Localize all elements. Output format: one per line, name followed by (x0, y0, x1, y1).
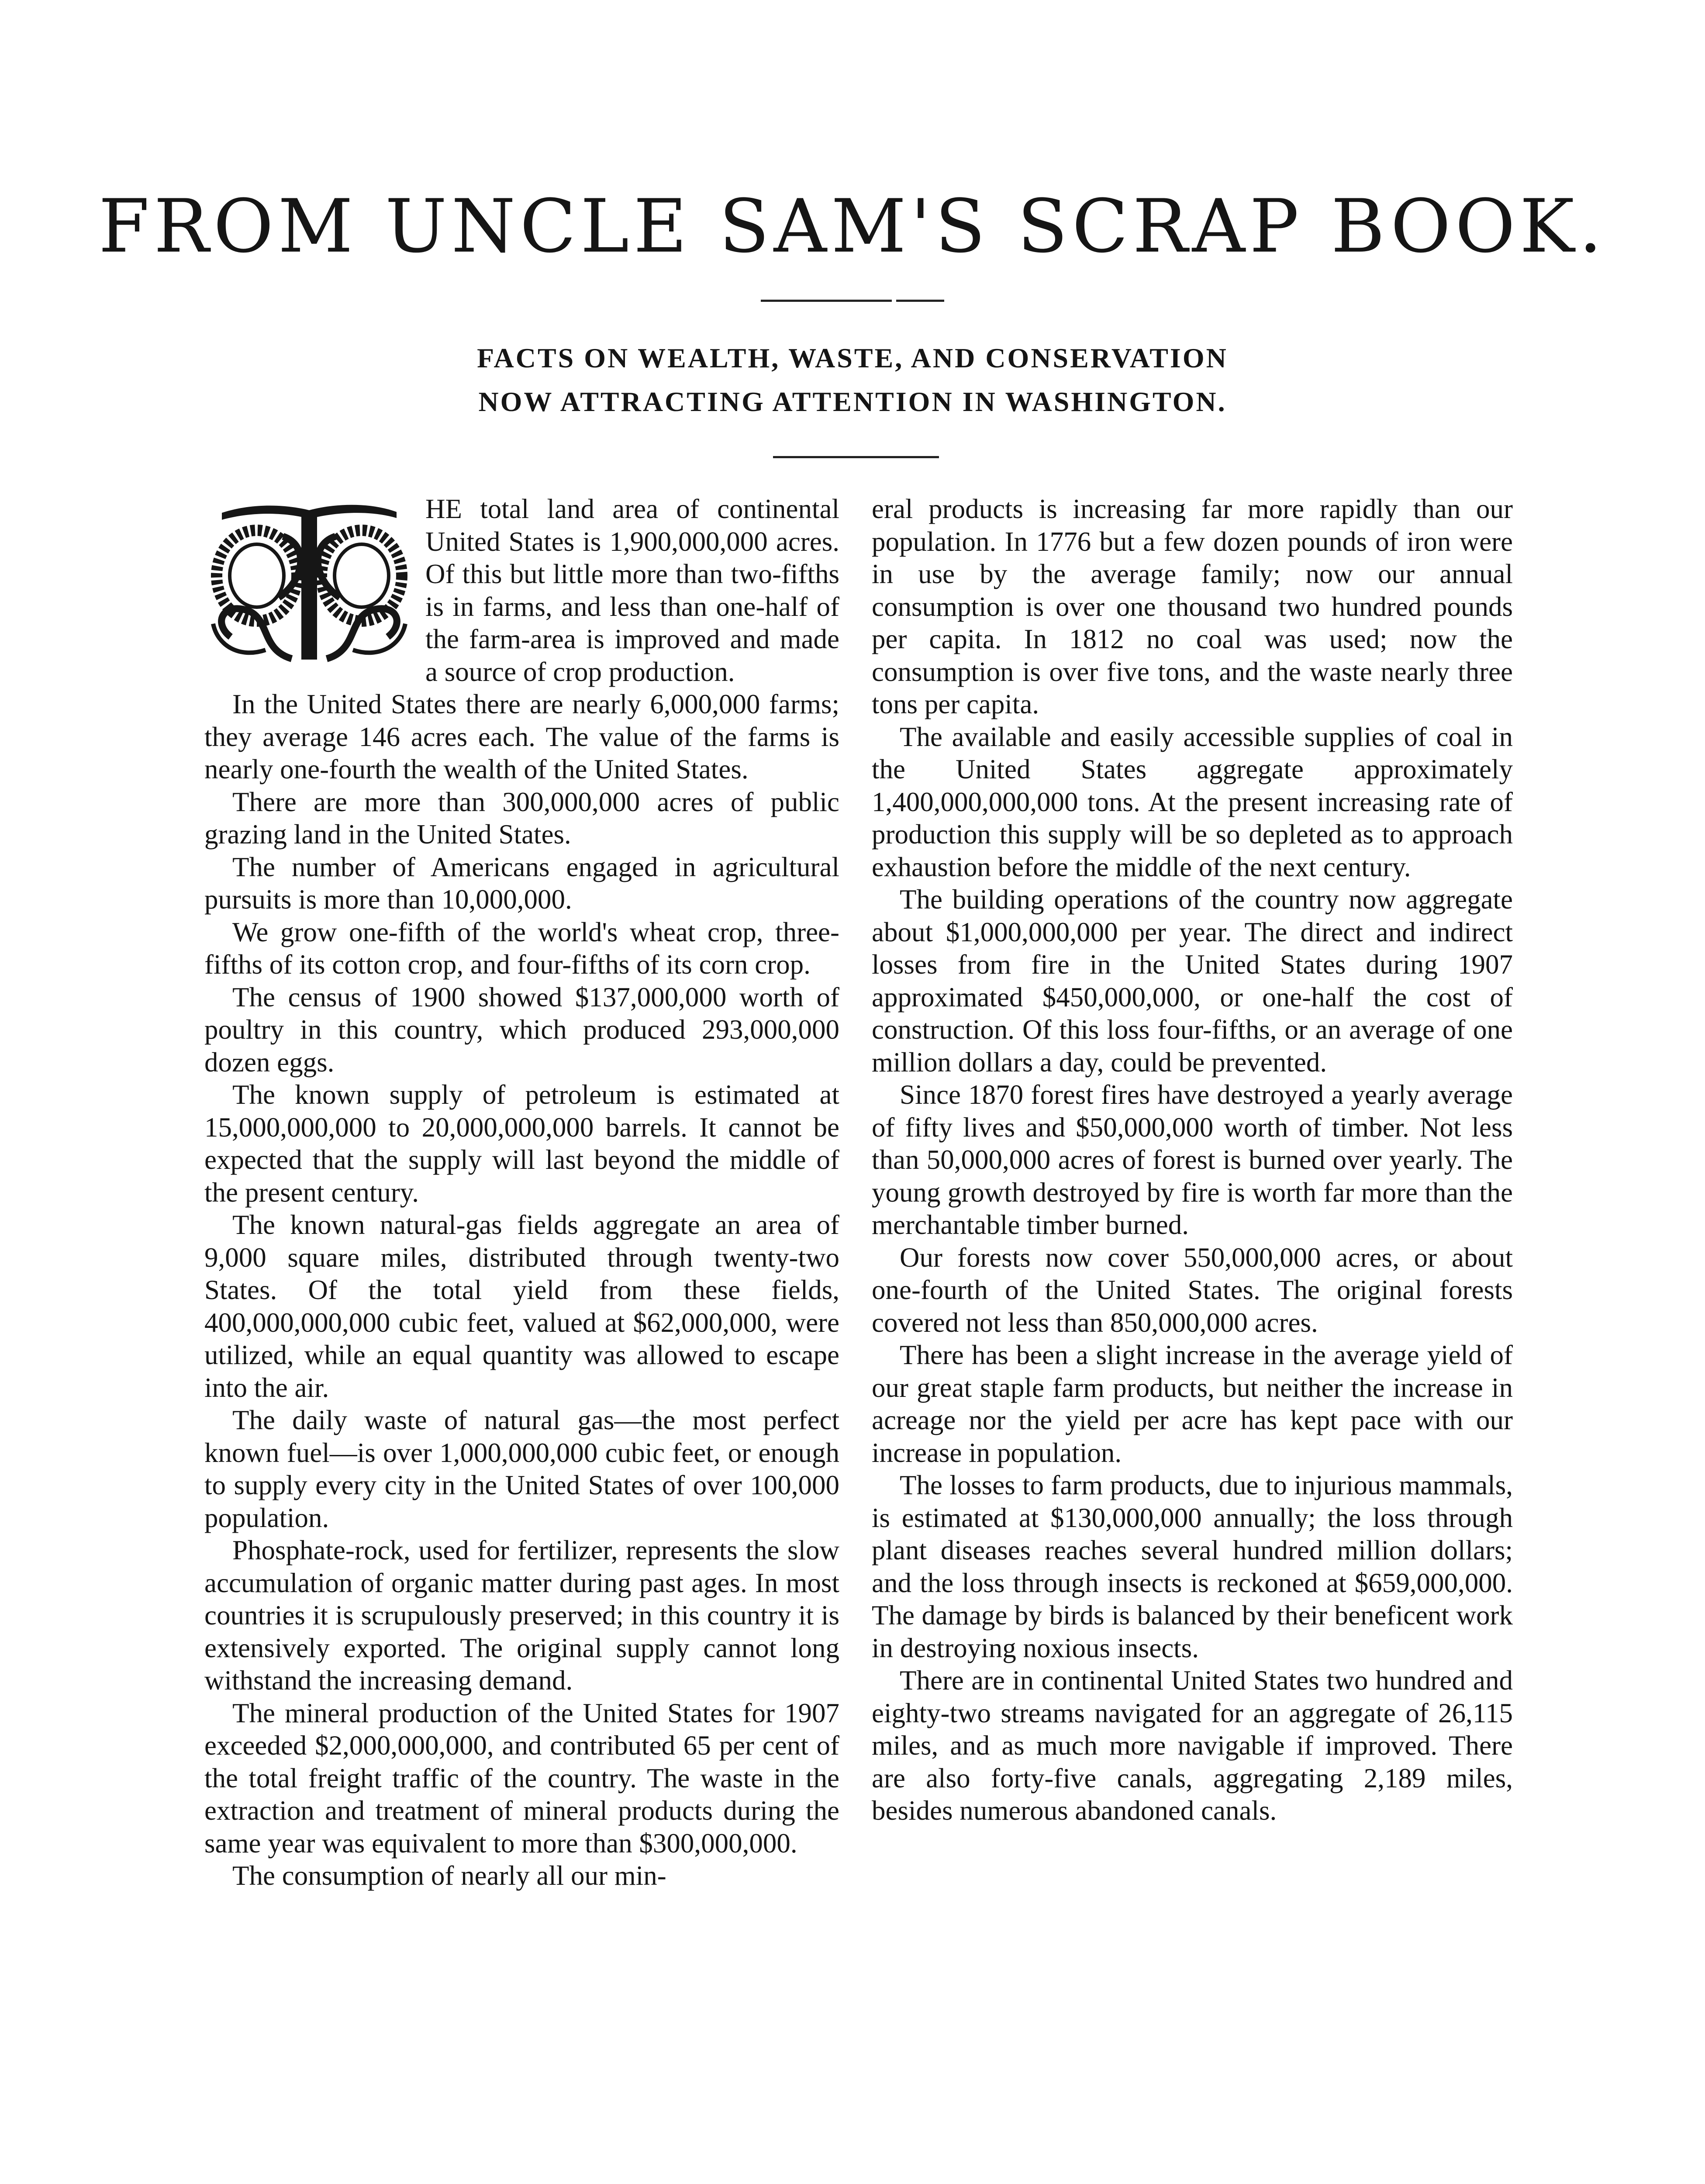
paragraph: The consumption of nearly all our min- (232, 1860, 666, 1891)
paragraph: The losses to farm products, due to injurious mammals, is estimated at $130,000,000 annually; the loss through plant diseases reaches several hundred million dollars; and the loss through insects is reckoned at $659,000,000. The damage by birds is balanced by their beneficent work in destroying noxious insects. (872, 1470, 1513, 1663)
paragraph: HE total land area of continental United States is 1,900,000,000 acres. Of this but little more than two-fifths is in farms, and less than one-half of the farm-area is improved and made a source of crop production. (425, 494, 839, 687)
drop-cap-ornament (204, 493, 410, 681)
paragraph: The census of 1900 showed $137,000,000 worth of poultry in this country, which produced 293,000,000 dozen eggs. (204, 981, 839, 1078)
article-subtitle (0, 336, 1705, 424)
article-title: FROM UNCLE SAM'S SCRAP BOOK. (98, 183, 1607, 269)
paragraph: Phosphate-rock, used for fertilizer, represents the slow accumulation of organic matter during past ages. In most countries it is scrupulously preserved; in this country it is extensively exported. The original supply cannot long withstand the increasing demand. (204, 1535, 839, 1696)
paragraph: We grow one-fifth of the world's wheat crop, three-fifths of its cotton crop, and four-fifths of its corn crop. (204, 916, 839, 980)
paragraph: The known supply of petroleum is estimated at 15,000,000,000 to 20,000,000,000 barrels. It cannot be expected that the supply will last beyond the middle of the present century. (204, 1079, 839, 1208)
paragraph: The number of Americans engaged in agricultural pursuits is more than 10,000,000. (204, 851, 839, 915)
paragraph: Since 1870 forest fires have destroyed a yearly average of fifty lives and $50,000,000 worth of timber. Not less than 50,000,000 acres of forest is burned over yearly. The young growth destroyed by fire is worth far more than the merchantable timber burned. (872, 1079, 1513, 1240)
subtitle-divider (773, 456, 939, 458)
paragraph: The available and easily accessible supplies of coal in the United States aggregate approximately 1,400,000,000,000 tons. At the present increasing rate of production this supply will be so depleted as to approach exhaustion before the middle of the next century. (872, 721, 1513, 882)
subtitle-line-1: FACTS ON WEALTH, WASTE, AND CONSERVATION (477, 342, 1228, 373)
paragraph: The building operations of the country now aggregate about $1,000,000,000 per year. The direct and indirect losses from fire in the United States during 1907 approximated $450,000,000, or one-half the cost of construction. Of this loss four-fifths, or an average of one million dollars a day, could be prevented. (872, 884, 1513, 1078)
paragraph: The daily waste of natural gas—the most perfect known fuel—is over 1,000,000,000 cubic feet, or enough to supply every city in the United States of over 100,000 population. (204, 1405, 839, 1533)
paragraph: There are more than 300,000,000 acres of public grazing land in the United States. (204, 786, 839, 850)
left-column (204, 493, 839, 1892)
title-divider-tail (896, 300, 944, 302)
paragraph: In the United States there are nearly 6,000,000 farms; they average 146 acres each. The value of the farms is nearly one-fourth the wealth of the United States. (204, 689, 839, 784)
ornamental-t-icon (204, 493, 410, 681)
paragraph: Our forests now cover 550,000,000 acres, or about one-fourth of the United States. The original forests covered not less than 850,000,000 acres. (872, 1242, 1513, 1338)
paragraph: The known natural-gas fields aggregate an area of 9,000 square miles, distributed through twenty-two States. Of the total yield from these fields, 400,000,000,000 cubic feet, valued at $62,000,000, were utilized, while an equal quantity was allowed to escape into the air. (204, 1209, 839, 1403)
right-column (872, 493, 1513, 1827)
paragraph: There has been a slight increase in the average yield of our great staple farm products, but neither the increase in acreage nor the yield per acre has kept pace with our increase in population. (872, 1340, 1513, 1468)
subtitle-line-2: NOW ATTRACTING ATTENTION IN WASHINGTON. (478, 386, 1227, 417)
paragraph: eral products is increasing far more rapidly than our population. In 1776 but a few dozen pounds of iron were in use by the average family; now our annual consumption is over one thousand two hundred pounds per capita. In 1812 no coal was used; now the consumption is over five tons, and the waste nearly three tons per capita. (872, 494, 1513, 719)
paragraph: There are in continental United States two hundred and eighty-two streams navigated for an aggregate of 26,115 miles, and as much more navigable if improved. There are also forty-five canals, aggregating 2,189 miles, besides numerous abandoned canals. (872, 1665, 1513, 1826)
paragraph: The mineral production of the United States for 1907 exceeded $2,000,000,000, and contributed 65 per cent of the total freight traffic of the country. The waste in the extraction and treatment of mineral products during the same year was equivalent to more than $300,000,000. (204, 1697, 839, 1859)
title-divider (761, 300, 892, 302)
